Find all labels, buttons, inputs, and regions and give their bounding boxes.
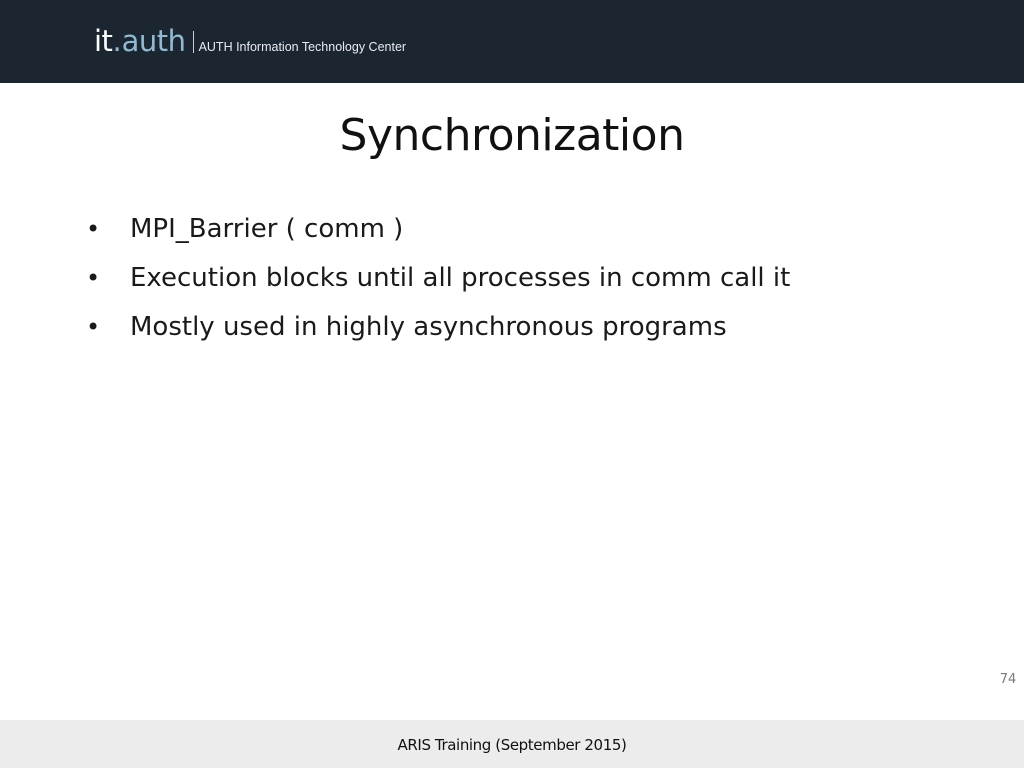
logo-auth-text: auth — [121, 24, 186, 58]
footer-text: ARIS Training (September 2015) — [397, 736, 627, 754]
logo-separator — [193, 31, 194, 53]
bullet-item — [86, 263, 790, 312]
bullet-icon: • — [86, 264, 101, 292]
bullet-item — [86, 312, 790, 361]
bullet-list — [86, 214, 790, 361]
bullet-item — [86, 214, 790, 263]
bullet-icon: • — [86, 215, 101, 243]
logo-tagline: AUTH Information Technology Center — [198, 40, 407, 54]
it-auth-logo — [94, 24, 406, 64]
page-number: 74 — [999, 672, 1017, 687]
bullet-text: Execution blocks until all processes in comm call it — [130, 263, 791, 293]
slide-title: Synchronization — [339, 110, 685, 161]
header-bar — [0, 0, 1024, 83]
bullet-text: MPI_Barrier ( comm ) — [130, 214, 404, 244]
logo-it-text: it — [94, 24, 113, 58]
logo-dot-text: . — [112, 24, 122, 58]
bullet-text: Mostly used in highly asynchronous programs — [130, 312, 727, 342]
bullet-icon: • — [86, 313, 101, 341]
